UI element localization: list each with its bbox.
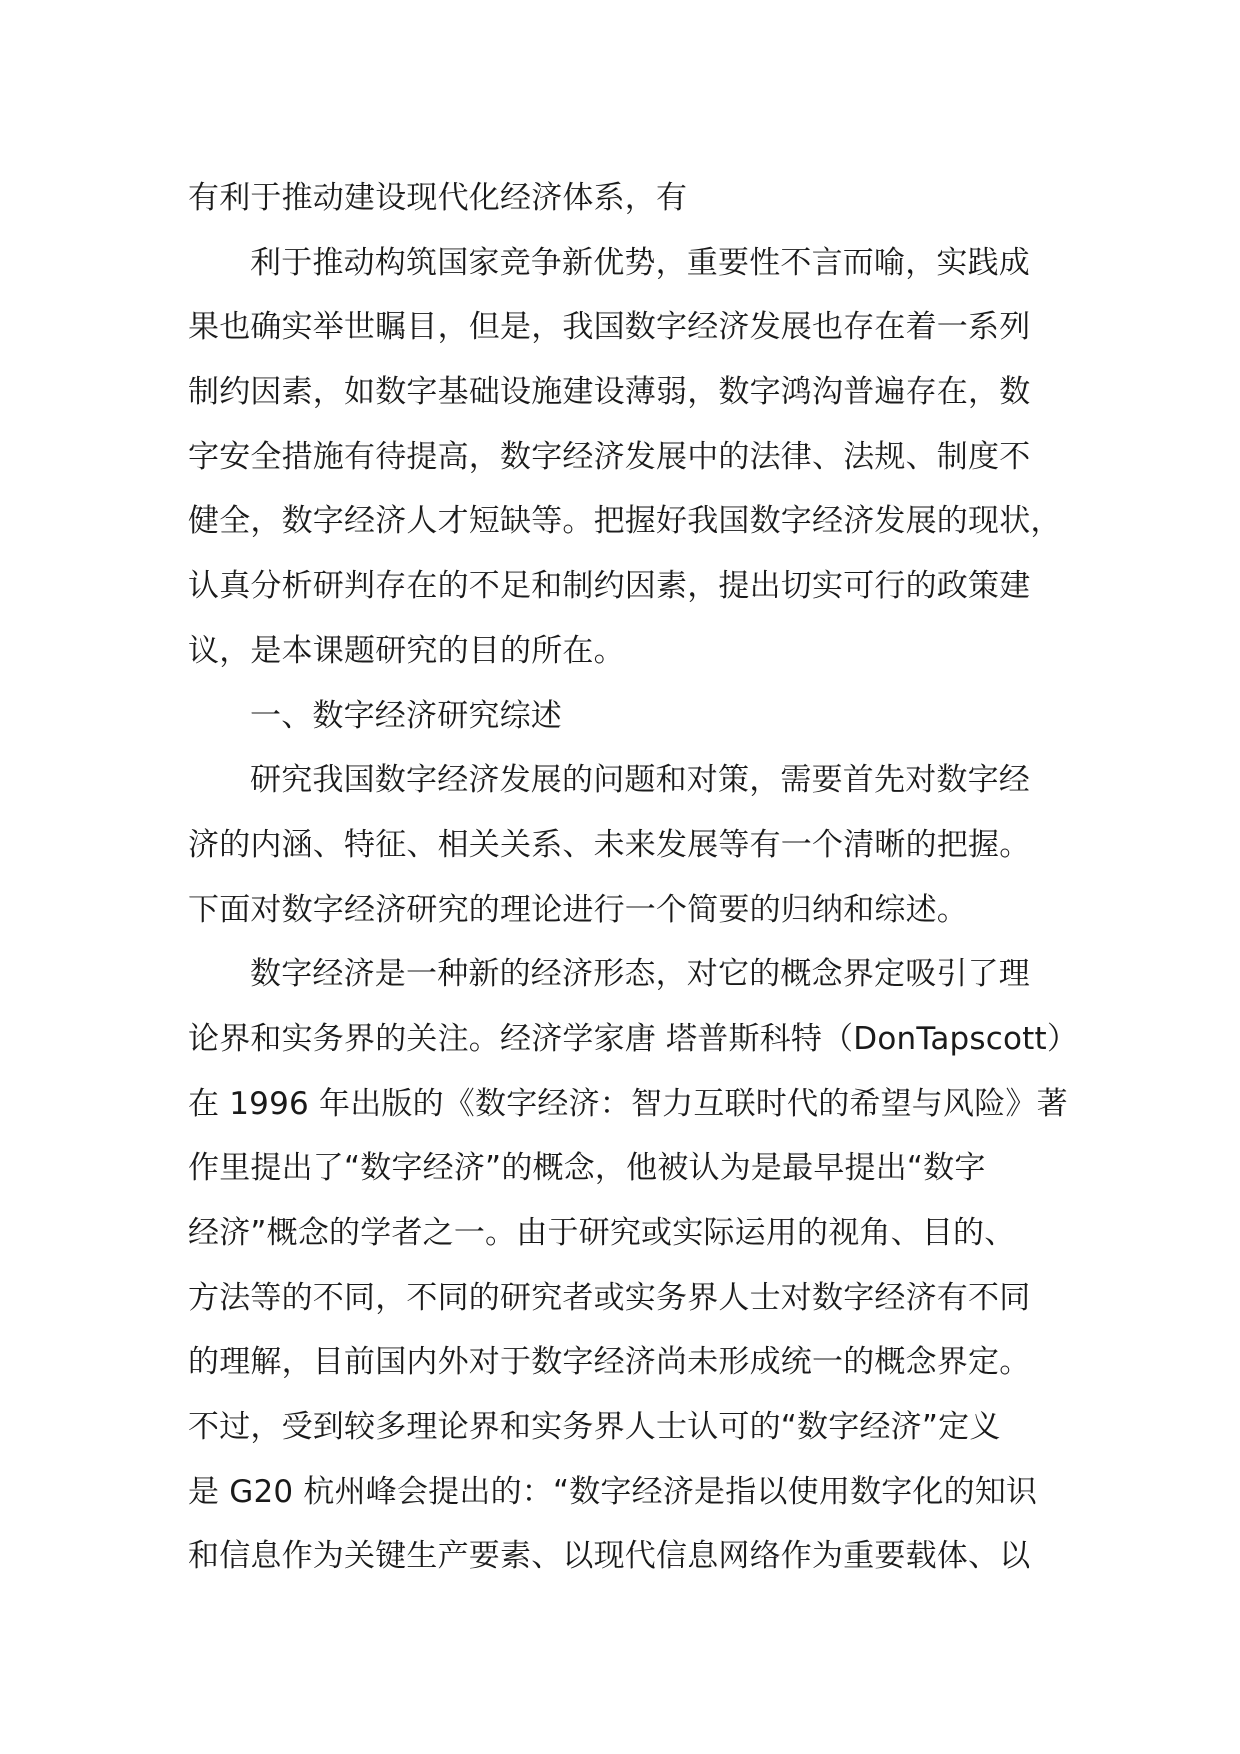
text-line: 济的内涵、特征、相关关系、未来发展等有一个清晰的把握。 (188, 826, 1031, 863)
section-heading: 一、数字经济研究综述 (250, 697, 562, 734)
text-line: 是 G20 杭州峰会提出的：“数字经济是指以使用数字化的知识 (188, 1473, 1038, 1510)
text-line: 不过，受到较多理论界和实务界人士认可的“数字经济”定义 (188, 1409, 1001, 1446)
text-line: 有利于推动建设现代化经济体系，有 (188, 180, 688, 216)
text-line: 论界和实务界的关注。经济学家唐 塔普斯科特（DonTapscott） (188, 1020, 1079, 1057)
text-line: 制约因素，如数字基础设施建设薄弱，数字鸿沟普遍存在，数 (188, 374, 1031, 411)
text-line: 下面对数字经济研究的理论进行一个简要的归纳和综述。 (188, 891, 968, 928)
text-line: 方法等的不同，不同的研究者或实务界人士对数字经济有不同 (188, 1279, 1031, 1316)
text-line: 认真分析研判存在的不足和制约因素，提出切实可行的政策建 (188, 568, 1031, 605)
text-line: 利于推动构筑国家竞争新优势，重要性不言而喻，实践成 (250, 244, 1030, 281)
text-line: 的理解，目前国内外对于数字经济尚未形成统一的概念界定。 (188, 1344, 1031, 1381)
text-line: 在 1996 年出版的《数字经济：智力互联时代的希望与风险》著 (188, 1085, 1068, 1122)
text-line: 作里提出了“数字经济”的概念，他被认为是最早提出“数字 (188, 1150, 986, 1187)
body-text (188, 166, 1088, 1589)
text-line: 和信息作为关键生产要素、以现代信息网络作为重要载体、以 (188, 1538, 1031, 1575)
text-line: 字安全措施有待提高，数字经济发展中的法律、法规、制度不 (188, 438, 1031, 475)
text-line: 健全，数字经济人才短缺等。把握好我国数字经济发展的现状， (188, 503, 1062, 540)
text-line: 研究我国数字经济发展的问题和对策，需要首先对数字经 (250, 762, 1030, 799)
text-line: 议，是本课题研究的目的所在。 (188, 632, 625, 669)
text-line: 果也确实举世瞩目，但是，我国数字经济发展也存在着一系列 (188, 309, 1031, 346)
text-line: 数字经济是一种新的经济形态，对它的概念界定吸引了理 (250, 956, 1030, 993)
text-line: 经济”概念的学者之一。由于研究或实际运用的视角、目的、 (188, 1215, 1016, 1251)
